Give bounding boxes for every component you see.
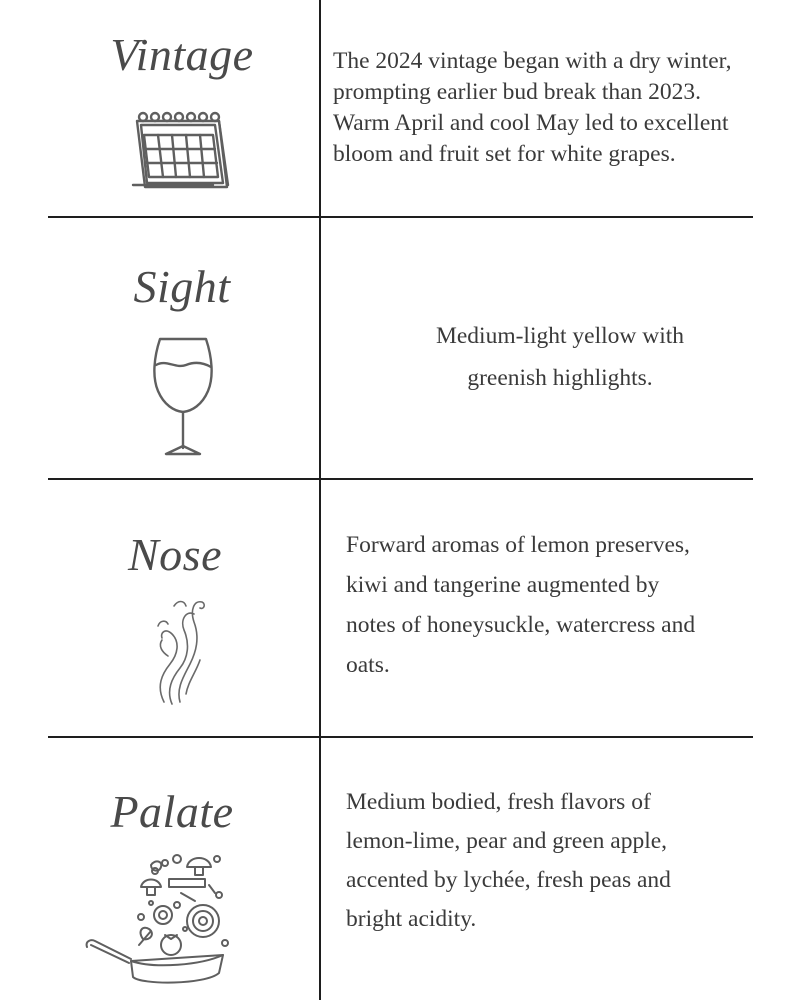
description-line: notes of honeysuckle, watercress and xyxy=(346,612,696,638)
row-divider xyxy=(48,216,753,218)
aroma-swirl-icon xyxy=(150,590,210,710)
description-line: The 2024 vintage began with a dry winter, xyxy=(333,48,732,74)
section-title-vintage: Vintage xyxy=(110,29,254,80)
section-description-sight xyxy=(360,315,760,399)
description-line: greenish highlights. xyxy=(467,365,653,391)
section-title-palate: Palate xyxy=(110,786,234,837)
row-divider xyxy=(48,736,753,738)
row-divider xyxy=(48,478,753,480)
description-line: oats. xyxy=(346,652,390,678)
description-line: Medium-light yellow with xyxy=(435,323,685,349)
section-description-nose xyxy=(346,525,742,685)
section-title-nose: Nose xyxy=(128,529,222,580)
vertical-divider xyxy=(319,0,321,1000)
description-line: Forward aromas of lemon preserves, xyxy=(346,532,690,558)
description-line: bright acidity. xyxy=(346,906,477,932)
section-description-palate xyxy=(346,783,742,939)
description-line: bloom and fruit set for white grapes. xyxy=(333,141,676,167)
description-line: lemon-lime, pear and green apple, xyxy=(346,828,668,854)
wine-glass-icon xyxy=(150,335,216,459)
description-line: prompting earlier bud break than 2023. xyxy=(333,79,702,105)
calendar-icon xyxy=(125,105,235,195)
description-line: Medium bodied, fresh flavors of xyxy=(346,789,651,815)
section-title-sight: Sight xyxy=(133,261,231,312)
description-line: accented by lychée, fresh peas and xyxy=(346,867,671,893)
cooking-pan-icon xyxy=(85,845,235,995)
description-line: Warm April and cool May led to excellent xyxy=(333,110,729,136)
description-line: kiwi and tangerine augmented by xyxy=(346,572,660,598)
section-description-vintage xyxy=(333,46,755,170)
